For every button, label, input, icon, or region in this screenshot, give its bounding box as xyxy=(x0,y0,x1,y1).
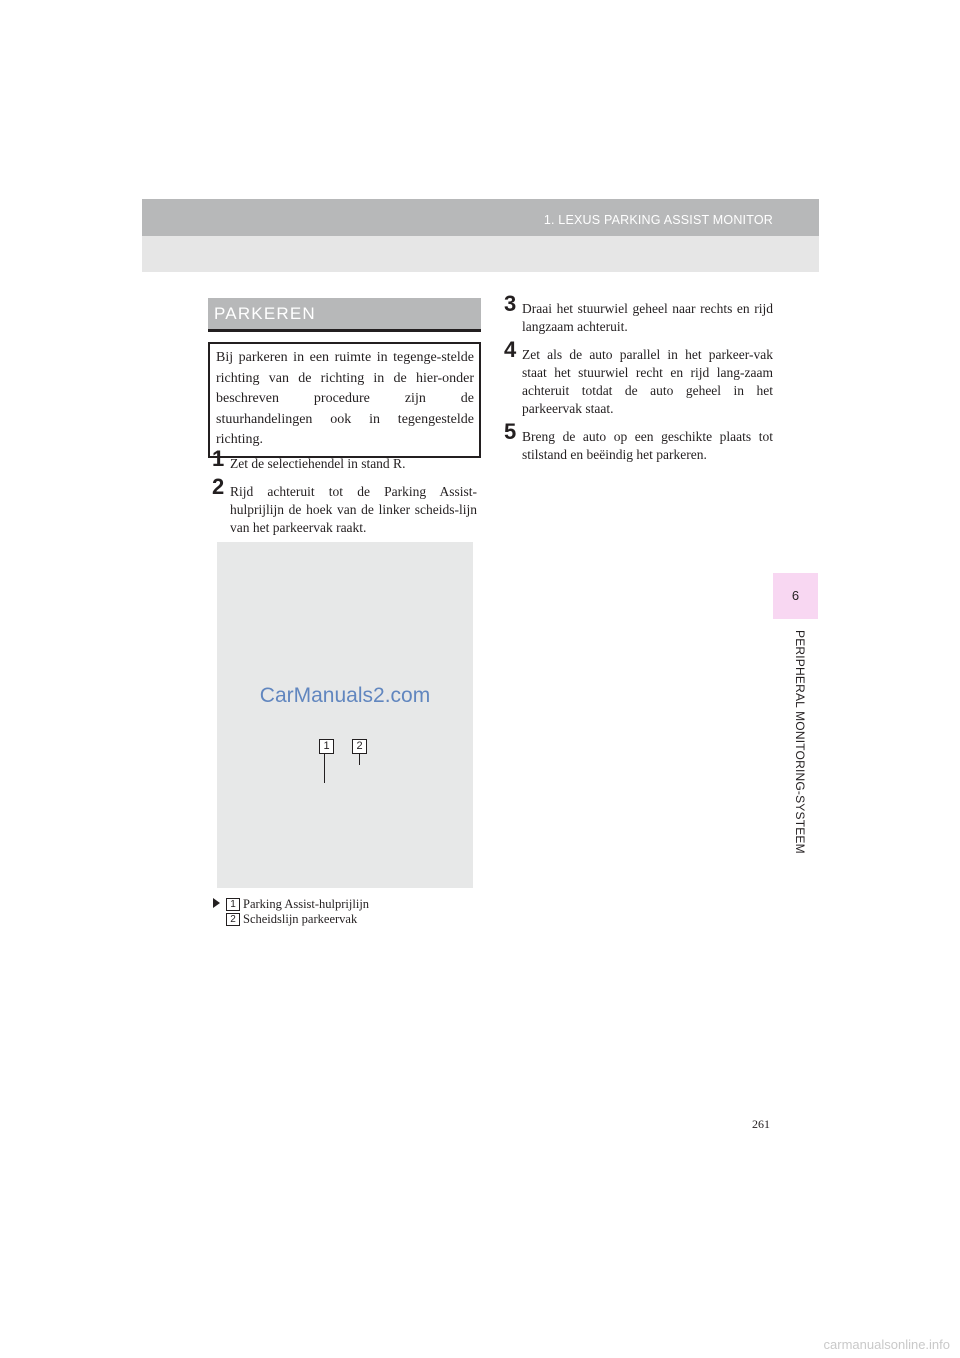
step-5 xyxy=(504,419,773,464)
step-number: 5 xyxy=(504,419,517,444)
step-text: Zet als de auto parallel in het parkeer-vak staat het stuurwiel recht en rijd lang-zaam achteruit totdat de auto geheel in het parkeervak staat. xyxy=(522,347,773,416)
step-text: Zet de selectiehendel in stand R. xyxy=(230,456,406,471)
step-number: 2 xyxy=(212,474,225,499)
header-bar xyxy=(142,199,819,272)
step-3 xyxy=(504,291,773,336)
triangle-bullet-icon xyxy=(213,898,220,908)
section-parkeren xyxy=(208,298,481,458)
footer-watermark: carmanualsonline.info xyxy=(823,1337,950,1352)
page-number: 261 xyxy=(752,1117,770,1131)
chapter-number: 6 xyxy=(791,588,800,603)
step-number: 4 xyxy=(504,337,517,362)
legend-text: Parking Assist-hulprijlijn xyxy=(243,897,370,911)
chapter-tab xyxy=(773,573,818,619)
step-text: Rijd achteruit tot de Parking Assist-hulprijlijn de hoek van de linker scheids-lijn van het parkeervak raakt. xyxy=(230,484,477,535)
header-strip xyxy=(142,199,819,236)
header-title: 1. LEXUS PARKING ASSIST MONITOR xyxy=(543,213,773,227)
legend-number: 2 xyxy=(226,913,240,926)
step-1 xyxy=(212,446,477,473)
chapter-title: PERIPHERAL MONITORING-SYSTEEM xyxy=(793,630,807,854)
step-number: 3 xyxy=(504,291,517,316)
section-note: Bij parkeren in een ruimte in tegenge-stelde richting van de richting in de hier-onder beschreven procedure zijn de stuurhandelingen ook in tegengestelde richting. xyxy=(208,342,481,458)
callout-2-leader xyxy=(359,754,360,765)
step-text: Draai het stuurwiel geheel naar rechts en rijd langzaam achteruit. xyxy=(522,301,773,334)
figure-watermark: CarManuals2.com xyxy=(259,684,431,707)
step-2 xyxy=(212,474,477,537)
step-number: 1 xyxy=(212,446,225,471)
callout-1-leader xyxy=(324,754,325,783)
step-text: Breng de auto op een geschikte plaats tot stilstand en beëindig het parkeren. xyxy=(522,429,773,462)
legend-text: Scheidslijn parkeervak xyxy=(243,912,358,926)
callout-1: 1 xyxy=(319,739,334,754)
legend-number: 1 xyxy=(226,898,240,911)
parking-figure xyxy=(217,542,473,888)
callout-2: 2 xyxy=(352,739,367,754)
section-heading: PARKEREN xyxy=(208,298,481,332)
step-4 xyxy=(504,337,773,418)
